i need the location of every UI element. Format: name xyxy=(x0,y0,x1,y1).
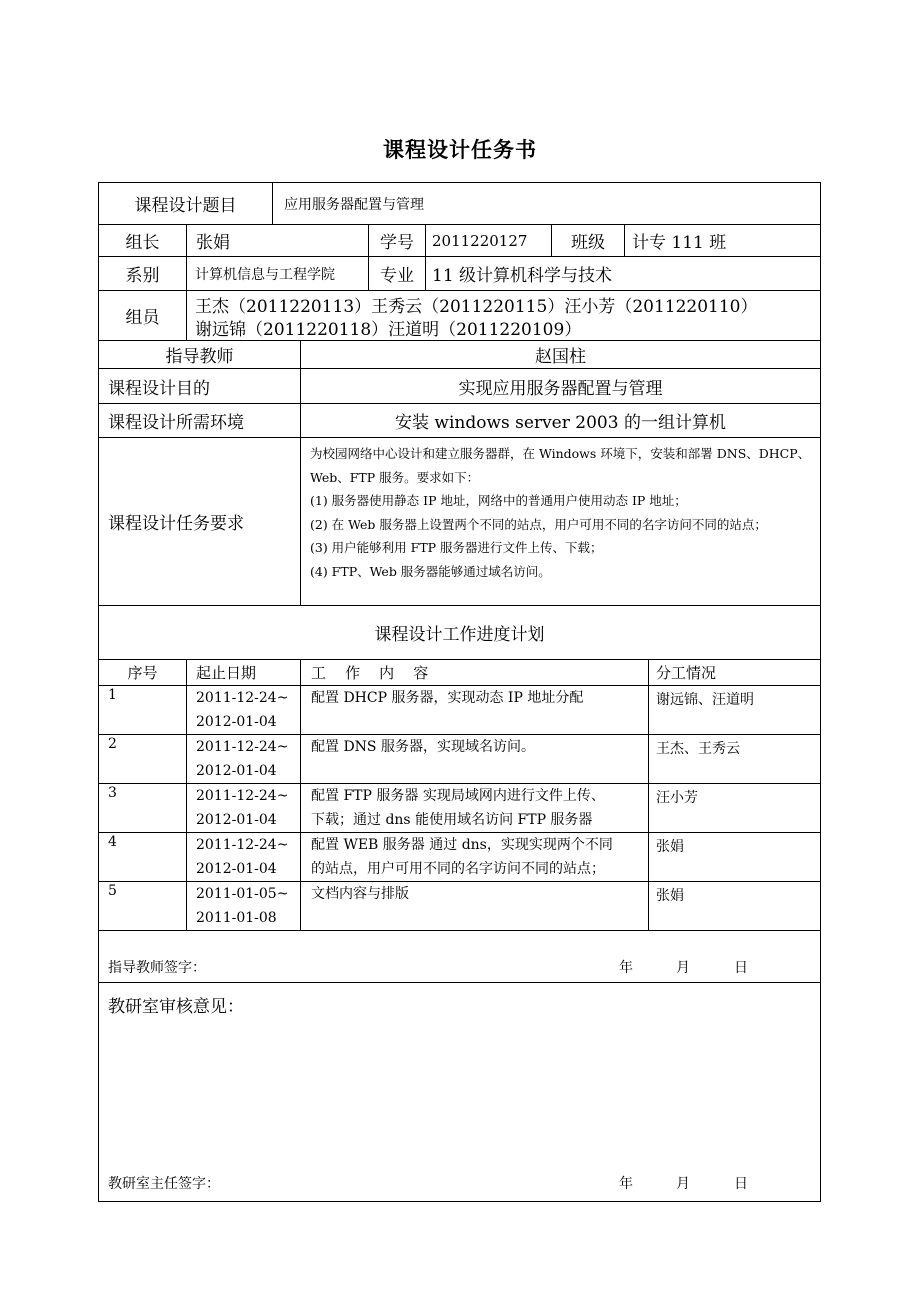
document-title: 课程设计任务书 xyxy=(383,137,537,162)
requirement-line: Web、FTP 服务。要求如下： xyxy=(310,469,480,485)
row-divider xyxy=(98,982,821,983)
col-divider xyxy=(425,224,426,290)
col-divider xyxy=(300,659,301,930)
row-divider xyxy=(98,930,821,931)
director-sign-month: 月 xyxy=(676,1176,690,1192)
major-label: 专业 xyxy=(380,266,414,286)
schedule-header-dates: 起止日期 xyxy=(196,664,257,682)
row-dates xyxy=(196,784,300,832)
row-dates xyxy=(196,686,300,734)
row-assignee: 张娟 xyxy=(656,888,684,904)
requirement-line: (4) FTP、Web 服务器能够通过域名访问。 xyxy=(310,563,551,579)
requirement-line: (1) 服务器使用静态 IP 地址，网络中的普通用户使用动态 IP 地址； xyxy=(310,493,687,508)
department-value: 计算机信息与工程学院 xyxy=(195,266,335,283)
student-id-value: 2011220127 xyxy=(432,231,528,250)
members-label: 组员 xyxy=(125,308,160,328)
col-divider xyxy=(186,659,187,930)
col-divider xyxy=(648,659,649,930)
row-content-line: 下载；通过 dns 能使用域名访问 FTP 服务器 xyxy=(311,812,593,828)
schedule-header-content: 工 作 内 容 xyxy=(311,664,429,682)
row-assignee: 谢远锦、汪道明 xyxy=(656,692,754,708)
row-end-date: 2012-01-04 xyxy=(196,763,277,779)
col-divider xyxy=(272,183,273,224)
row-start-date: 2011-12-24~ xyxy=(196,739,289,755)
purpose-value: 实现应用服务器配置与管理 xyxy=(458,378,663,399)
leader-value: 张娟 xyxy=(196,233,230,253)
row-end-date: 2012-01-04 xyxy=(196,812,277,828)
row-end-date: 2012-01-04 xyxy=(196,861,277,877)
advisor-sign-month: 月 xyxy=(676,960,690,976)
row-start-date: 2011-12-24~ xyxy=(196,788,289,804)
row-seq: 3 xyxy=(108,785,117,801)
row-seq: 4 xyxy=(108,834,117,850)
advisor-signature-label: 指导教师签字： xyxy=(108,960,206,976)
schedule-header-assignee: 分工情况 xyxy=(656,664,717,682)
col-divider xyxy=(624,224,625,256)
dept-review-label: 教研室审核意见： xyxy=(108,996,244,1017)
row-dates xyxy=(196,833,300,881)
row-content xyxy=(311,735,648,759)
row-content-line: 配置 FTP 服务器 实现局域网内进行文件上传、 xyxy=(311,788,605,804)
requirements-list xyxy=(310,442,818,583)
row-start-date: 2011-12-24~ xyxy=(196,690,289,706)
row-start-date: 2011-01-05~ xyxy=(196,886,289,902)
schedule-title: 课程设计工作进度计划 xyxy=(374,625,545,645)
row-dates xyxy=(196,882,300,930)
student-id-label: 学号 xyxy=(380,233,414,253)
row-start-date: 2011-12-24~ xyxy=(196,837,289,853)
row-seq: 5 xyxy=(108,883,117,899)
leader-label: 组长 xyxy=(125,233,160,253)
col-divider xyxy=(186,224,187,340)
class-value: 计专 111 班 xyxy=(632,233,727,253)
advisor-value: 赵国柱 xyxy=(535,347,586,367)
requirements-label: 课程设计任务要求 xyxy=(108,514,244,534)
advisor-label: 指导教师 xyxy=(165,347,234,367)
schedule-header-seq: 序号 xyxy=(127,664,158,682)
row-content xyxy=(311,882,648,906)
row-seq: 1 xyxy=(108,687,117,703)
members-line-2: 谢远锦（2011220118）汪道明（2011220109） xyxy=(195,320,582,340)
row-end-date: 2012-01-04 xyxy=(196,714,277,730)
row-content xyxy=(311,833,648,881)
row-dates xyxy=(196,735,300,783)
row-assignee: 王杰、王秀云 xyxy=(656,741,740,757)
row-end-date: 2011-01-08 xyxy=(196,910,277,926)
environment-value: 安装 windows server 2003 的一组计算机 xyxy=(395,413,726,433)
director-signature-label: 教研室主任签字： xyxy=(108,1176,220,1192)
department-label: 系别 xyxy=(125,266,160,286)
director-sign-day: 日 xyxy=(734,1176,748,1192)
row-content-line: 文档内容与排版 xyxy=(311,886,409,902)
class-label: 班级 xyxy=(571,233,605,253)
advisor-sign-day: 日 xyxy=(734,960,748,976)
row-assignee: 张娟 xyxy=(656,839,684,855)
row-content-line: 配置 DHCP 服务器，实现动态 IP 地址分配 xyxy=(311,690,584,706)
advisor-sign-year: 年 xyxy=(619,960,633,976)
row-content xyxy=(311,784,648,832)
row-content-line: 的站点，用户可用不同的名字访问不同的站点； xyxy=(311,861,605,877)
major-value: 11 级计算机科学与技术 xyxy=(432,266,613,286)
requirement-line: (3) 用户能够利用 FTP 服务器进行文件上传、下载； xyxy=(310,540,603,555)
director-sign-year: 年 xyxy=(619,1176,633,1192)
purpose-label: 课程设计目的 xyxy=(108,378,210,399)
row-assignee: 汪小芳 xyxy=(656,790,698,806)
environment-label: 课程设计所需环境 xyxy=(108,413,244,433)
topic-value: 应用服务器配置与管理 xyxy=(284,196,424,213)
topic-label: 课程设计题目 xyxy=(134,196,237,216)
requirement-line: 为校园网络中心设计和建立服务器群，在 Windows 环境下，安装和部署 DNS、DHCP、 xyxy=(310,446,811,461)
row-content-line: 配置 WEB 服务器 通过 dns，实现实现两个不同 xyxy=(311,837,613,853)
row-content-line: 配置 DNS 服务器，实现域名访问。 xyxy=(311,739,535,755)
row-content xyxy=(311,686,648,710)
row-seq: 2 xyxy=(108,736,117,752)
members-line-1: 王杰（2011220113）王秀云（2011220115）汪小芳（2011220110） xyxy=(195,296,758,317)
requirement-line: (2) 在 Web 服务器上设置两个不同的站点，用户可用不同的名字访问不同的站点； xyxy=(310,516,767,532)
